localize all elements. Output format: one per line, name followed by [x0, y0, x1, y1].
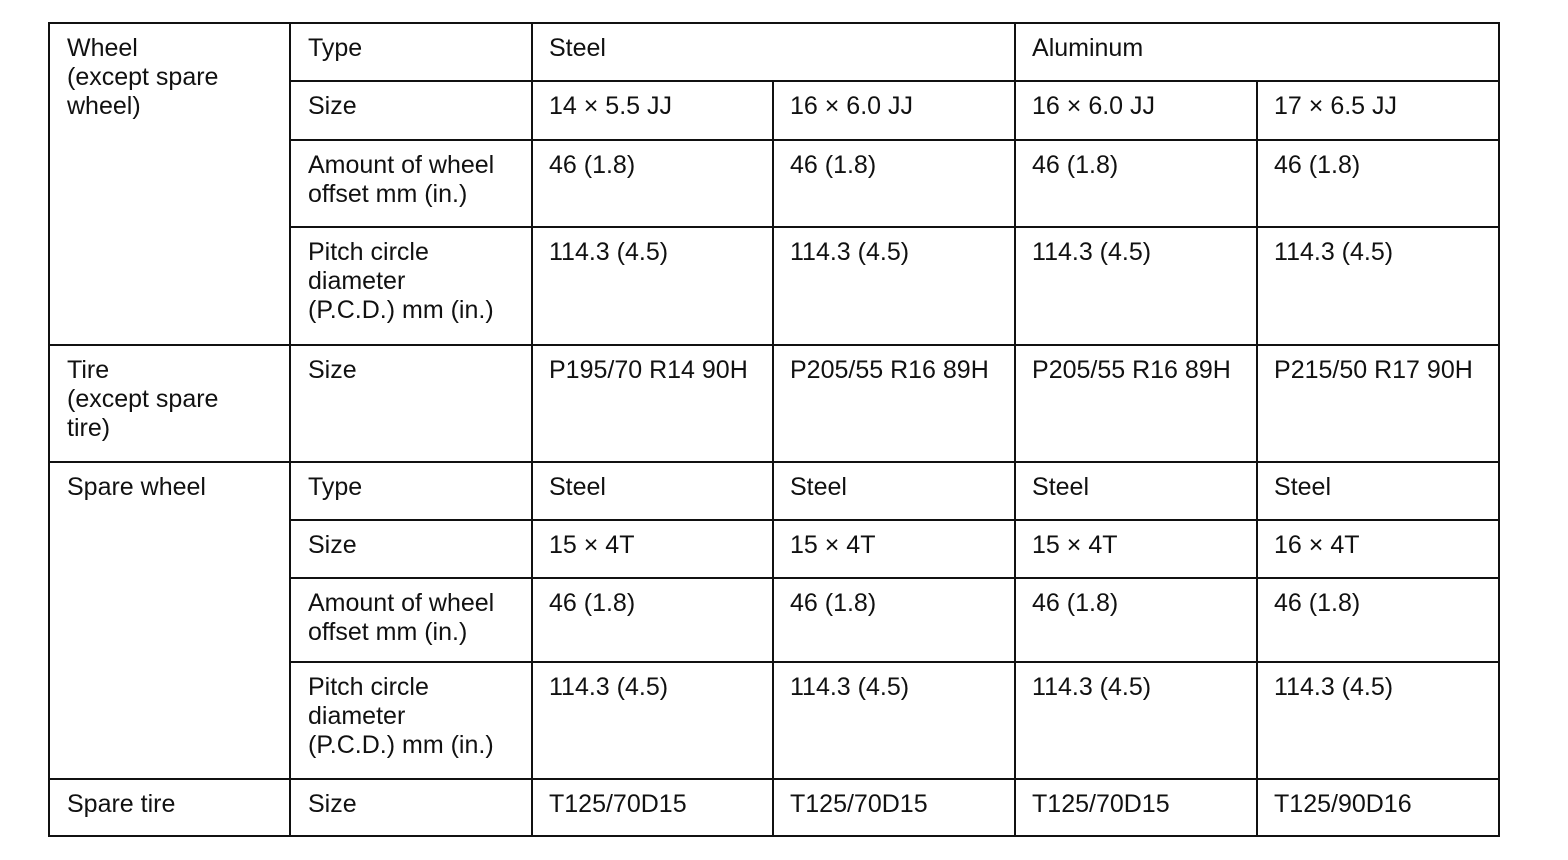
spare-wheel-size-label: Size [290, 520, 532, 578]
wheel-size-label: Size [290, 81, 532, 140]
spare-wheel-offset-cell: 46 (1.8) [532, 578, 773, 662]
wheel-tire-spec-table [48, 22, 1500, 837]
wheel-group-label: Wheel (except spare wheel) [49, 23, 290, 345]
wheel-offset-cell: 46 (1.8) [1257, 140, 1499, 227]
tire-size-cell: P215/50 R17 90H [1257, 345, 1499, 462]
spare-wheel-type-cell: Steel [532, 462, 773, 520]
wheel-pcd-label: Pitch circle diameter (P.C.D.) mm (in.) [290, 227, 532, 345]
spare-wheel-size-cell: 15 × 4T [773, 520, 1015, 578]
wheel-offset-label: Amount of wheel offset mm (in.) [290, 140, 532, 227]
spare-wheel-pcd-cell: 114.3 (4.5) [532, 662, 773, 779]
spare-wheel-size-cell: 15 × 4T [1015, 520, 1257, 578]
spare-wheel-offset-label: Amount of wheel offset mm (in.) [290, 578, 532, 662]
spare-wheel-group-label: Spare wheel [49, 462, 290, 779]
spare-wheel-offset-cell: 46 (1.8) [1257, 578, 1499, 662]
spare-tire-size-cell: T125/90D16 [1257, 779, 1499, 836]
spare-tire-group-label: Spare tire [49, 779, 290, 836]
spare-wheel-pcd-cell: 114.3 (4.5) [773, 662, 1015, 779]
wheel-type-steel: Steel [532, 23, 1015, 81]
spare-wheel-offset-cell: 46 (1.8) [773, 578, 1015, 662]
wheel-offset-cell: 46 (1.8) [532, 140, 773, 227]
wheel-offset-cell: 46 (1.8) [773, 140, 1015, 227]
wheel-type-aluminum: Aluminum [1015, 23, 1499, 81]
tire-size-cell: P195/70 R14 90H [532, 345, 773, 462]
spare-wheel-type-cell: Steel [1015, 462, 1257, 520]
spare-wheel-type-cell: Steel [773, 462, 1015, 520]
spare-wheel-type-cell: Steel [1257, 462, 1499, 520]
table-row [49, 779, 1499, 836]
spare-wheel-size-cell: 16 × 4T [1257, 520, 1499, 578]
spare-tire-size-cell: T125/70D15 [532, 779, 773, 836]
spare-tire-size-cell: T125/70D15 [773, 779, 1015, 836]
spare-wheel-pcd-label: Pitch circle diameter (P.C.D.) mm (in.) [290, 662, 532, 779]
tire-group-label: Tire (except spare tire) [49, 345, 290, 462]
wheel-size-cell: 16 × 6.0 JJ [1015, 81, 1257, 140]
wheel-pcd-cell: 114.3 (4.5) [532, 227, 773, 345]
spare-wheel-pcd-cell: 114.3 (4.5) [1257, 662, 1499, 779]
wheel-type-label: Type [290, 23, 532, 81]
wheel-size-cell: 17 × 6.5 JJ [1257, 81, 1499, 140]
spare-wheel-offset-cell: 46 (1.8) [1015, 578, 1257, 662]
wheel-size-cell: 16 × 6.0 JJ [773, 81, 1015, 140]
wheel-pcd-cell: 114.3 (4.5) [1257, 227, 1499, 345]
tire-size-label: Size [290, 345, 532, 462]
table-row [49, 345, 1499, 462]
wheel-pcd-cell: 114.3 (4.5) [1015, 227, 1257, 345]
spare-tire-size-cell: T125/70D15 [1015, 779, 1257, 836]
spare-tire-size-label: Size [290, 779, 532, 836]
table-row [49, 23, 1499, 81]
wheel-pcd-cell: 114.3 (4.5) [773, 227, 1015, 345]
spare-wheel-pcd-cell: 114.3 (4.5) [1015, 662, 1257, 779]
table-row [49, 462, 1499, 520]
tire-size-cell: P205/55 R16 89H [1015, 345, 1257, 462]
spare-wheel-size-cell: 15 × 4T [532, 520, 773, 578]
wheel-size-cell: 14 × 5.5 JJ [532, 81, 773, 140]
tire-size-cell: P205/55 R16 89H [773, 345, 1015, 462]
wheel-offset-cell: 46 (1.8) [1015, 140, 1257, 227]
spare-wheel-type-label: Type [290, 462, 532, 520]
